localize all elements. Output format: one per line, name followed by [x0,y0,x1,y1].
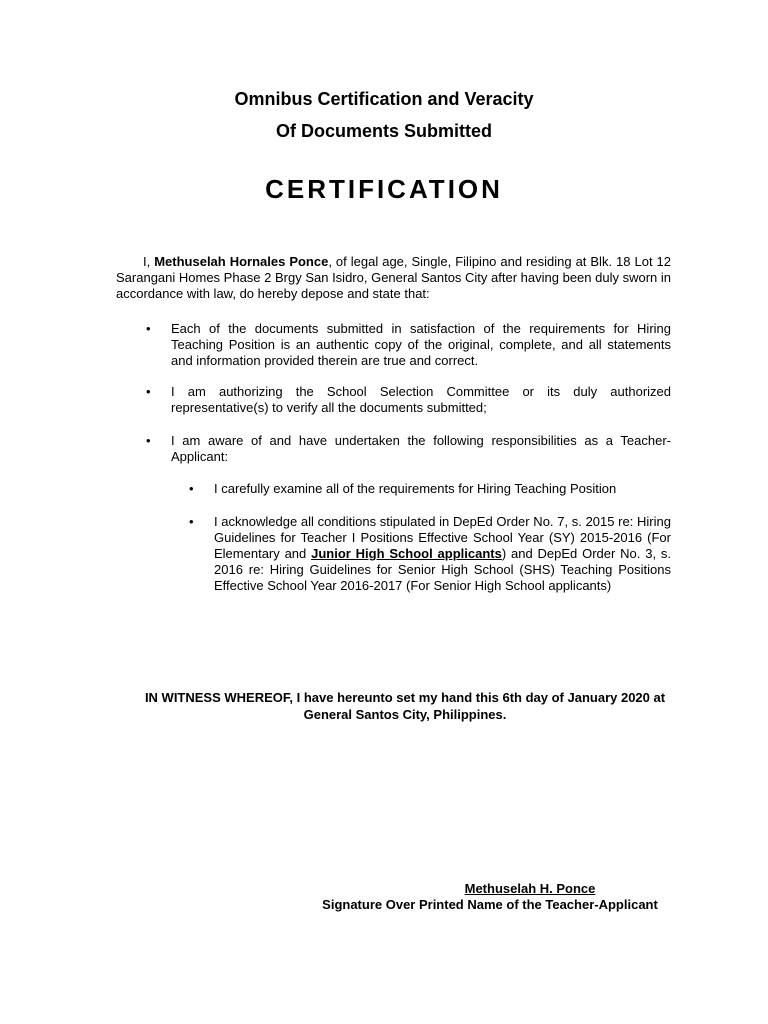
signatory-caption: Signature Over Printed Name of the Teacher-Applicant [322,897,658,912]
document-title-line-2: Of Documents Submitted [275,121,492,141]
intro-paragraph [116,254,671,302]
sub-list-item [189,514,672,594]
list-item [146,433,671,465]
intro-prefix: I, [143,254,155,269]
emphasized-text: Junior High School applicants [311,546,502,561]
witness-line-2: General Santos City, Philippines. [303,707,507,722]
sub-item-text-part-2: ) and DepEd Order No. 3, s. 2016 re: Hiring Guidelines for Senior High School (SHS) Teaching Positions Effective School Year 2016-2017 (For Senior High School applicants) [214,546,672,593]
signatory-name-text: Methuselah H. Ponce [464,881,596,896]
list-item-text: Each of the documents submitted in satisfaction of the requirements for Hiring Teaching Position is an authentic copy of the original, complete, and all statements and information provided therein are true and correct. [171,321,671,368]
bullet-icon: • [146,433,151,448]
witness-statement [120,689,690,723]
list-item-text: I am aware of and have undertaken the following responsibilities as a Teacher-Applicant: [171,433,671,464]
signatory-name [380,881,680,897]
list-item [146,384,671,416]
document-title-line-1: Omnibus Certification and Veracity [234,89,534,109]
sub-list-item [189,481,671,497]
declarant-name: Methuselah Hornales Ponce [154,254,329,269]
list-item-text: I am authorizing the School Selection Committee or its duly authorized representative(s) to verify all the documents submitted; [171,384,671,415]
list-item [146,321,671,369]
sub-list-item-text: I carefully examine all of the requirements for Hiring Teaching Position [214,481,617,496]
bullet-icon: • [146,384,151,399]
intro-rest: , of legal age, Single, Filipino and residing at Blk. 18 Lot 12 Sarangani Homes Phase 2 Brgy San Isidro, General Santos City after having been duly sworn in accordance with law, do hereby depose and state that: [116,254,671,301]
sub-item-text-part-1: I acknowledge all conditions stipulated in DepEd Order No. 7, s. 2015 re: Hiring Guidelines for Teacher I Positions Effective School Year (SY) 2015-2016 (For Elementary and [214,514,671,561]
certification-heading: CERTIFICATION [265,174,503,204]
sub-list-item-text [214,514,671,593]
bullet-icon: • [189,514,194,529]
witness-line-1: IN WITNESS WHEREOF, I have hereunto set my hand this 6th day of January 2020 at [144,690,666,705]
bullet-icon: • [189,481,194,496]
bullet-icon: • [146,321,151,336]
